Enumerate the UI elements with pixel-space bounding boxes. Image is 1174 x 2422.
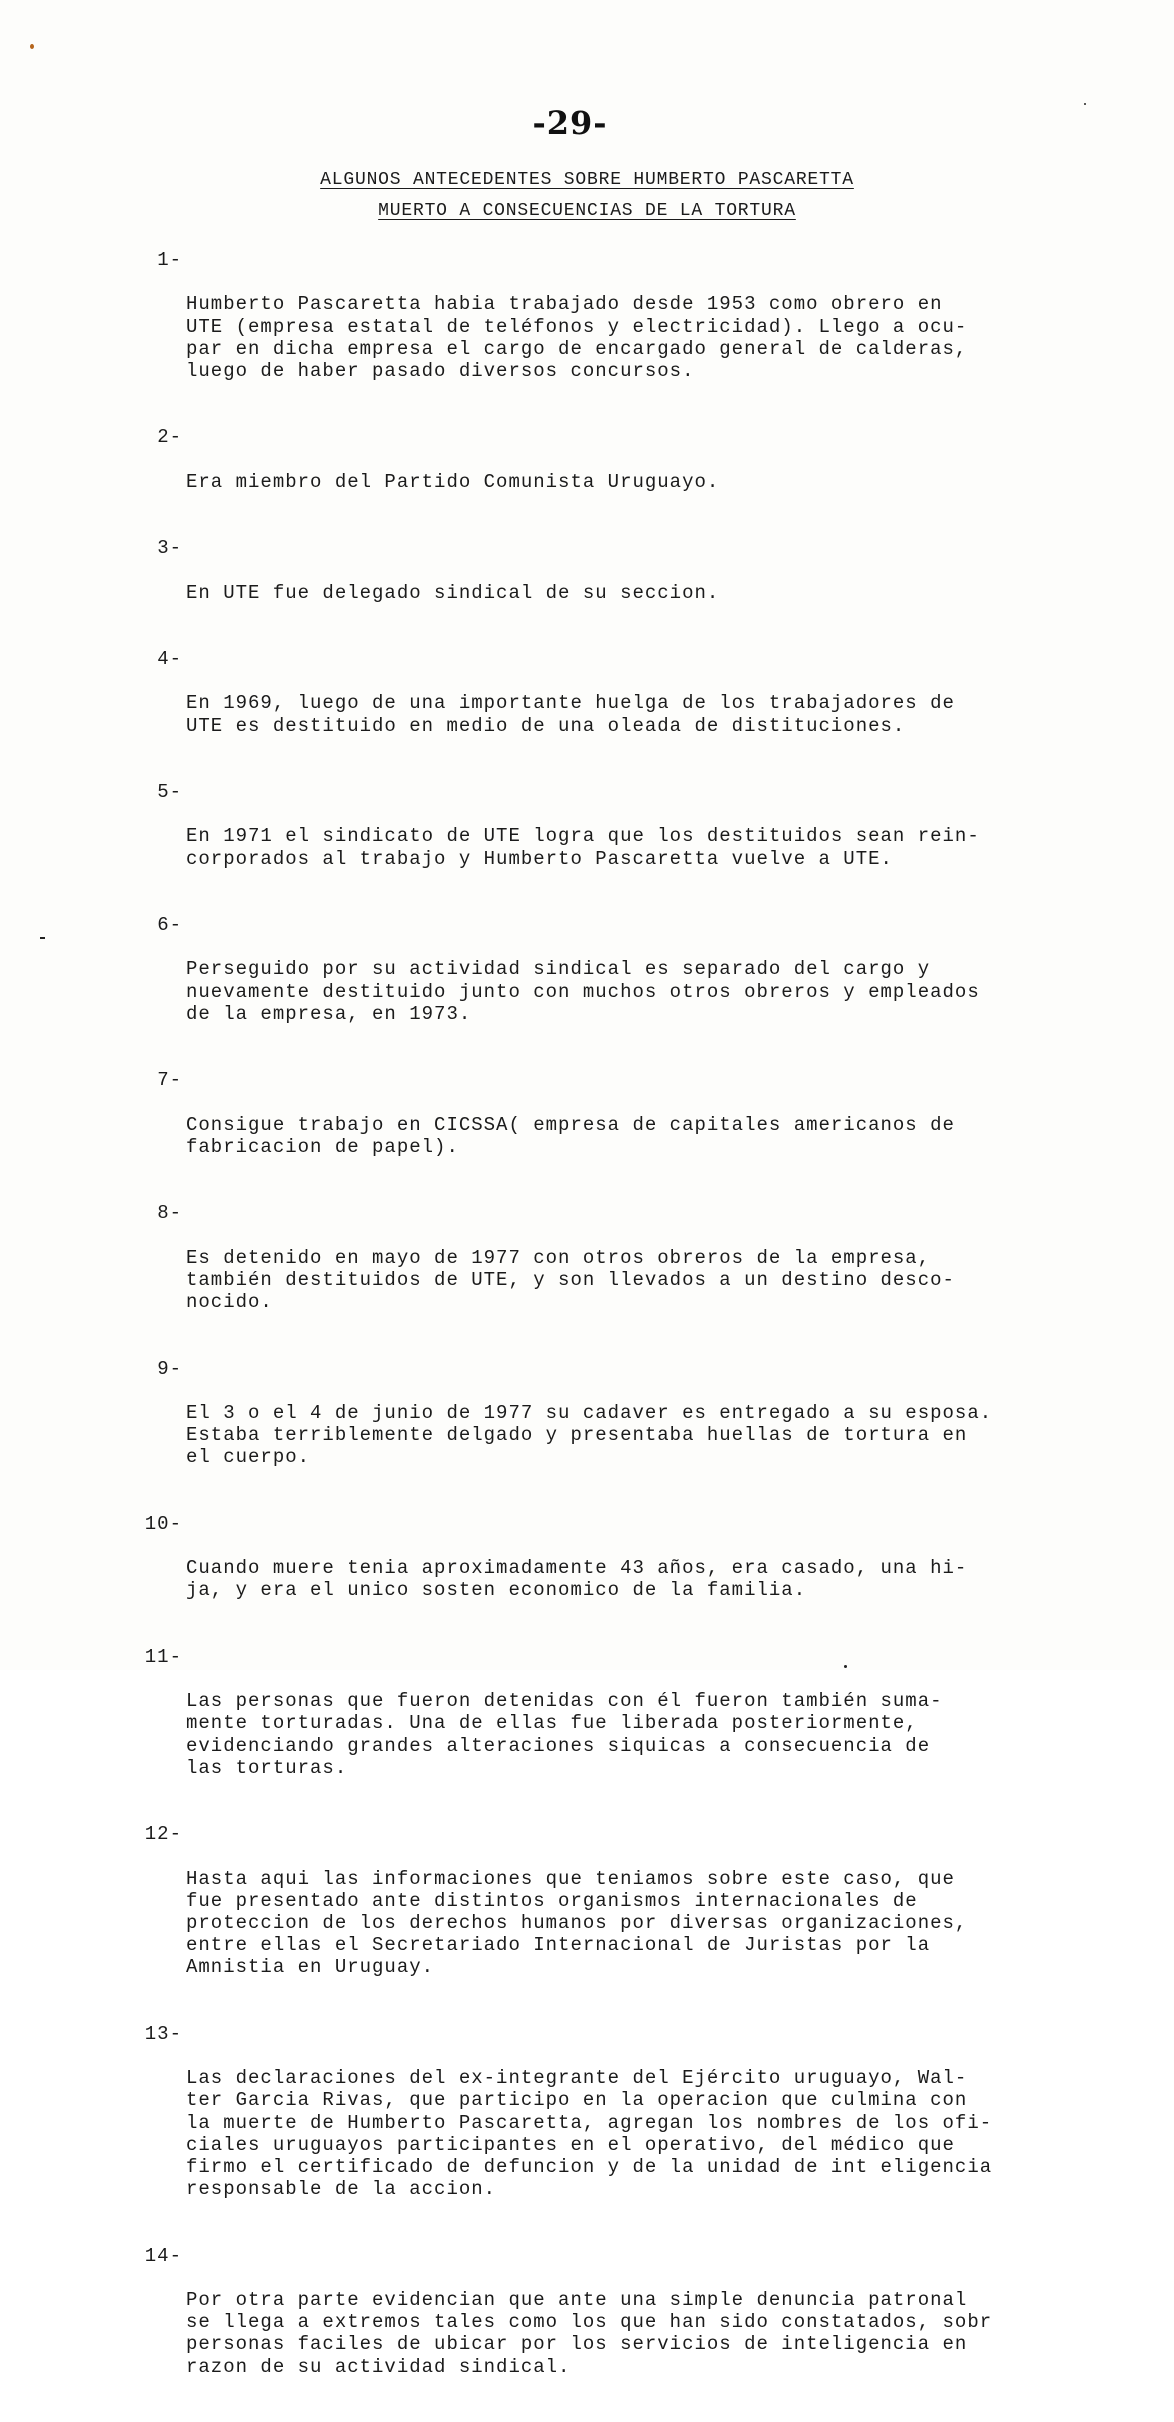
list-item xyxy=(128,2023,1108,2223)
list-item xyxy=(128,914,1108,1047)
list-item-text: Cuando muere tenia aproximadamente 43 años, era casado, una hi- ja, y era el unico sosten economico de la familia. xyxy=(186,1557,968,1602)
list-item-text: En UTE fue delegado sindical de su seccion. xyxy=(186,581,720,604)
list-item xyxy=(128,537,1108,626)
list-item xyxy=(128,781,1108,892)
list-item xyxy=(128,1069,1108,1180)
list-item-number: 12- xyxy=(144,1823,182,1846)
list-item-number: 11- xyxy=(144,1645,182,1668)
list-item-text: Era miembro del Partido Comunista Uruguayo. xyxy=(186,470,720,493)
list-item-number: 14- xyxy=(144,2244,182,2267)
document-title-line-1: ALGUNOS ANTECEDENTES SOBRE HUMBERTO PASCARETTA xyxy=(320,170,854,190)
scan-speck xyxy=(844,1665,847,1668)
list-item xyxy=(128,1358,1108,1491)
list-item-text: El 3 o el 4 de junio de 1977 su cadaver es entregado a su esposa. Estaba terriblemente delgado y presentaba huellas de tortura en el cuerpo. xyxy=(186,1401,993,1469)
list-item-number: 4- xyxy=(157,648,182,671)
list-item xyxy=(128,249,1108,404)
list-item-text: Las declaraciones del ex-integrante del Ejército uruguayo, Wal- ter Garcia Rivas, que participo en la operacion que culmina con la muerte de Humberto Pascaretta, agregan los nombres de los ofi- ciales uruguayos participantes en el operativo, del médico que firmo el certificado de defuncion y de la unidad de int eligencia responsable de la accion. xyxy=(186,2067,993,2201)
list-item-number: 13- xyxy=(144,2022,182,2045)
list-item-number: 6- xyxy=(157,914,182,937)
scan-speck xyxy=(40,937,45,939)
list-item-number: 3- xyxy=(157,537,182,560)
list-item-text: Por otra parte evidencian que ante una simple denuncia patronal se llega a extremos tales como los que han sido constatados, sobr personas faciles de ubicar por los servicios de inteligencia en razon de su actividad sindical. xyxy=(186,2289,993,2378)
list-item xyxy=(128,1646,1108,1801)
page-number: -29- xyxy=(532,104,608,142)
document-title-line-2: MUERTO A CONSECUENCIAS DE LA TORTURA xyxy=(378,201,796,221)
list-item-text: Perseguido por su actividad sindical es separado del cargo y nuevamente destituido junto con muchos otros obreros y empleados de la empresa, en 1973. xyxy=(186,958,980,1025)
list-item xyxy=(128,1823,1108,2001)
list-item-number: 10- xyxy=(144,1512,182,1535)
list-item xyxy=(128,648,1108,759)
list-item-text: Consigue trabajo en CICSSA( empresa de capitales americanos de fabricacion de papel). xyxy=(186,1113,955,1158)
list-item-number: 1- xyxy=(157,249,182,271)
list-item-text: En 1971 el sindicato de UTE logra que los destituidos sean rein- corporados al trabajo y Humberto Pascaretta vuelve a UTE. xyxy=(186,825,980,870)
list-item xyxy=(128,426,1108,515)
list-item-text: Humberto Pascaretta habia trabajado desde 1953 como obrero en UTE (empresa estatal de teléfonos y electricidad). Llego a ocu- par en dicha empresa el cargo de encargado general de calderas, luego de haber pasado diversos concursos. xyxy=(186,293,968,383)
list-item-number: 8- xyxy=(157,1202,182,1225)
list-item-text: Es detenido en mayo de 1977 con otros obreros de la empresa, también destituidos de UTE, y son llevados a un destino desco- nocido. xyxy=(186,1246,955,1314)
list-item xyxy=(128,1513,1108,1624)
list-item-number: 9- xyxy=(157,1357,182,1380)
scan-speck xyxy=(1084,103,1086,105)
list-item-number: 2- xyxy=(157,426,182,449)
list-item-text: Las personas que fueron detenidas con él fueron también suma- mente torturadas. Una de ellas fue liberada posteriormente, evidenciando grandes alteraciones siquicas a consecuencia de las torturas. xyxy=(186,1690,943,1779)
list-item-text: En 1969, luego de una importante huelga de los trabajadores de UTE es destituido en medio de una oleada de distituciones. xyxy=(186,692,955,737)
list-item-text: Hasta aqui las informaciones que teniamos sobre este caso, que fue presentado ante distintos organismos internacionales de proteccion de los derechos humanos por diversas organizaciones, entre ellas el Secretariado Internacional de Juristas por la Amnistia en Uruguay. xyxy=(186,1867,968,1979)
list-item xyxy=(128,1202,1108,1335)
list-item-number: 5- xyxy=(157,781,182,804)
numbered-list xyxy=(128,249,1108,2422)
scan-speck xyxy=(30,44,34,49)
list-item-number: 7- xyxy=(157,1069,182,1092)
list-item xyxy=(128,2245,1108,2400)
